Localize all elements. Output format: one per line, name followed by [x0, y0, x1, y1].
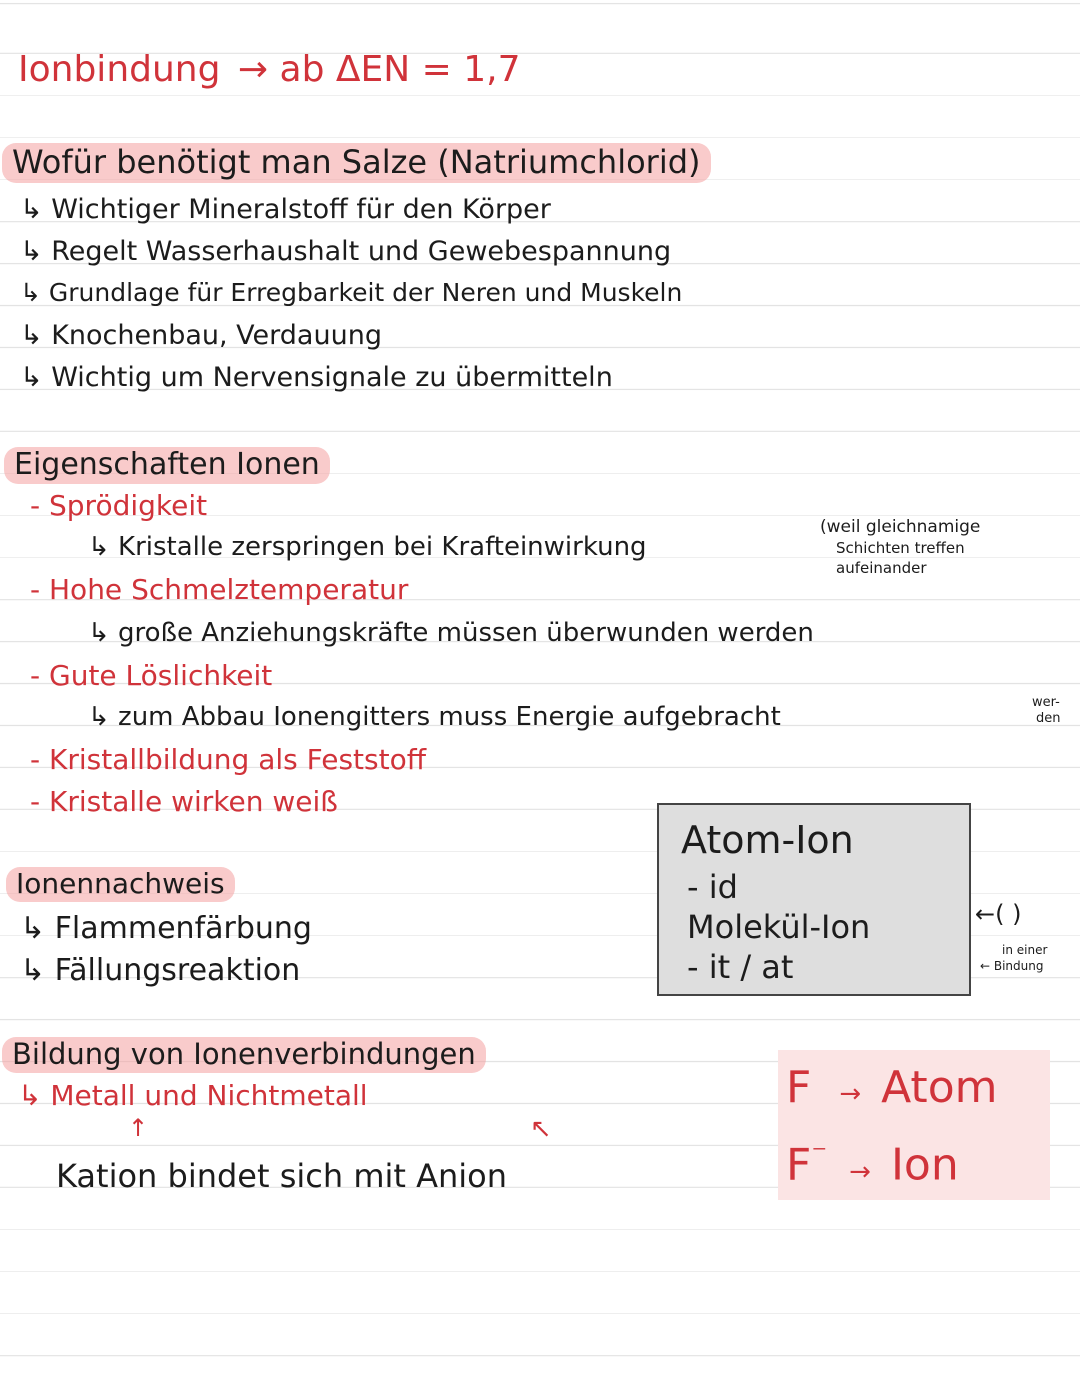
- nachweis-item-2: ↳ Fällungsreaktion: [20, 953, 301, 988]
- fluor-row-2-word: Ion: [890, 1139, 959, 1191]
- nachweis-heading-text: Ionennachweis: [6, 867, 235, 902]
- salze-heading-text: Wofür benötigt man Salze (Natriumchlorid): [2, 143, 711, 183]
- fluor-row-2: [786, 1137, 959, 1191]
- eigenschaft-1-label: - Sprödigkeit: [30, 489, 208, 522]
- fluor-row-1-word: Atom: [881, 1062, 998, 1113]
- salze-item-4: ↳ Knochenbau, Verdauung: [20, 320, 382, 351]
- title-rest: → ab ΔEN = 1,7: [237, 49, 521, 90]
- bildung-heading: [12, 1037, 486, 1071]
- bildung-arrow-right: ↖: [530, 1114, 552, 1144]
- eigenschaft-3-label: - Gute Löslichkeit: [30, 659, 273, 692]
- fluor-row-1: [786, 1062, 998, 1113]
- eigenschaft-1-detail: ↳ Kristalle zerspringen bei Krafteinwirkung: [88, 532, 647, 562]
- box-line-2: - id: [687, 868, 738, 906]
- fluor-row-2-arrow: →: [849, 1156, 871, 1187]
- box-side-mark: ←( ): [975, 900, 1022, 928]
- eigenschaft-3-tail-1: wer-: [1032, 695, 1060, 710]
- fluor-row-2-charge: ⁻: [811, 1137, 828, 1172]
- box-line-1: Atom-Ion: [681, 818, 854, 862]
- eigenschaft-3-detail: ↳ zum Abbau Ionengitters muss Energie aufgebracht: [88, 702, 781, 732]
- page-title: [18, 49, 521, 90]
- fluor-row-1-arrow: →: [839, 1079, 862, 1109]
- salze-item-3: ↳ Grundlage für Erregbarkeit der Neren und Muskeln: [20, 278, 683, 307]
- salze-item-5: ↳ Wichtig um Nervensignale zu übermitteln: [20, 362, 613, 393]
- box-line-3: Molekül-Ion: [687, 908, 871, 946]
- salze-item-1: ↳ Wichtiger Mineralstoff für den Körper: [20, 194, 551, 225]
- bildung-heading-text: Bildung von Ionenverbindungen: [2, 1037, 486, 1073]
- salze-heading: [12, 143, 711, 181]
- nachweis-heading: [16, 867, 235, 900]
- nachweis-item-1: ↳ Flammenfärbung: [20, 911, 312, 946]
- eigenschaft-3-tail-2: den: [1036, 711, 1061, 726]
- eigenschaft-4-label: - Kristallbildung als Feststoff: [30, 743, 426, 776]
- eigenschaft-1-note-3: aufeinander: [836, 559, 927, 577]
- title-main: Ionbindung: [18, 49, 221, 90]
- fluor-box: [778, 1050, 1050, 1200]
- bildung-line-2: Kation bindet sich mit Anion: [56, 1157, 508, 1195]
- box-side-note-1: in einer: [1002, 943, 1048, 957]
- eigenschaft-5-label: - Kristalle wirken weiß: [30, 785, 338, 818]
- eigenschaft-2-detail: ↳ große Anziehungskräfte müssen überwunden werden: [88, 618, 814, 648]
- eigenschaften-heading-text: Eigenschaften Ionen: [4, 447, 330, 484]
- eigenschaft-1-note-2: Schichten treffen: [836, 539, 965, 557]
- eigenschaften-heading: [14, 447, 330, 482]
- fluor-row-1-symbol: F: [786, 1062, 812, 1113]
- box-line-4: - it / at: [687, 948, 794, 986]
- box-side-note-2: ← Bindung: [980, 959, 1044, 973]
- eigenschaft-2-label: - Hohe Schmelztemperatur: [30, 573, 409, 606]
- ion-types-box: [657, 803, 971, 996]
- bildung-arrow-left: ↑: [128, 1114, 149, 1142]
- salze-item-2: ↳ Regelt Wasserhaushalt und Gewebespannung: [20, 236, 672, 267]
- eigenschaft-1-note-1: (weil gleichnamige: [820, 517, 981, 537]
- fluor-row-2-symbol: F: [786, 1139, 812, 1191]
- bildung-line-1: ↳ Metall und Nichtmetall: [18, 1079, 368, 1112]
